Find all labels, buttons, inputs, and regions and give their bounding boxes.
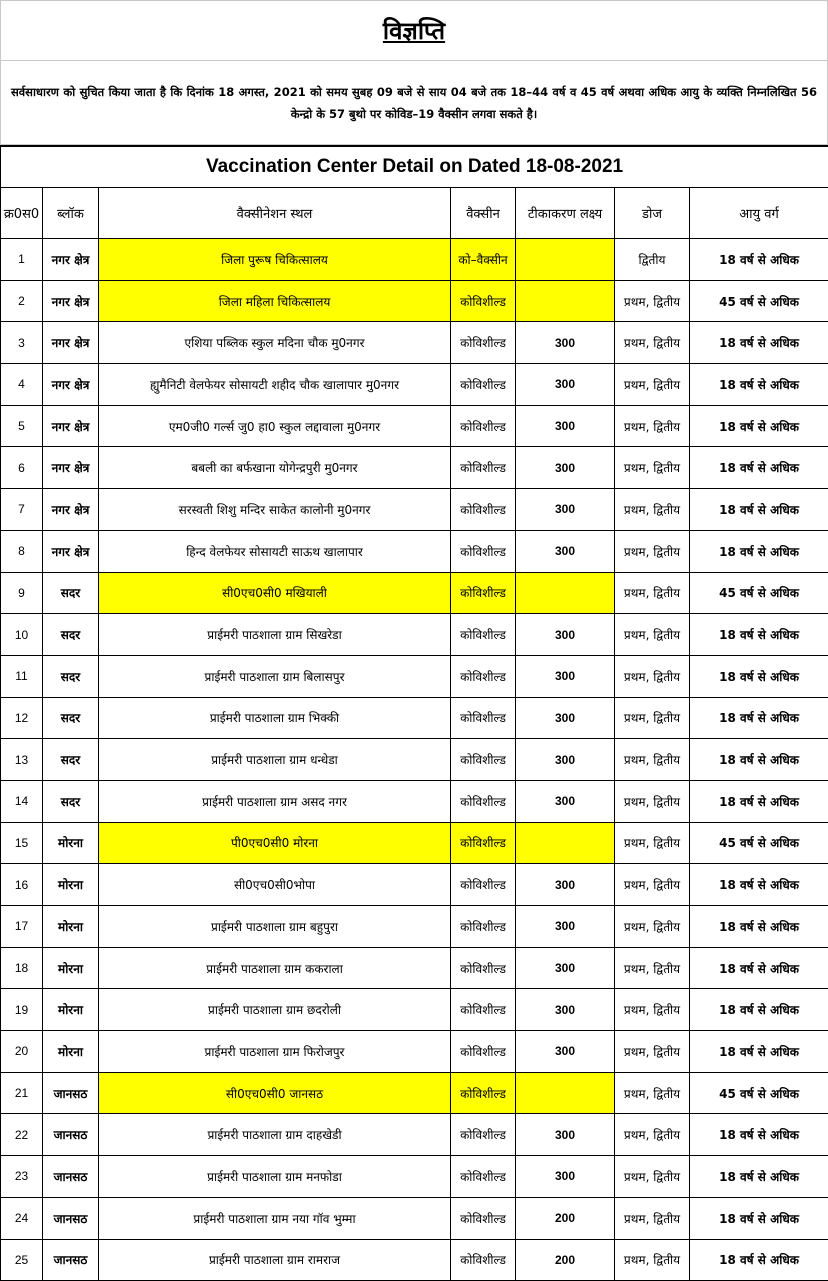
cell-vaccine: कोविशील्ड [451, 1114, 516, 1156]
cell-block: मोरना [43, 947, 99, 989]
cell-dose: प्रथम, द्वितीय [615, 1031, 690, 1073]
cell-center: प्राईमरी पाठशाला ग्राम बिलासपुर [99, 655, 451, 697]
cell-block: नगर क्षेत्र [43, 489, 99, 531]
cell-block: सदर [43, 739, 99, 781]
cell-center: हिन्द वेलफेयर सोसायटी साऊथ खालापार [99, 530, 451, 572]
table-row [1, 1239, 828, 1281]
column-header-block: ब्लॉक [43, 188, 99, 239]
column-header-dose: डोज [615, 188, 690, 239]
cell-target: 300 [516, 1114, 615, 1156]
cell-sno: 3 [1, 322, 43, 364]
cell-dose: प्रथम, द्वितीय [615, 489, 690, 531]
cell-center: प्राईमरी पाठशाला ग्राम ककराला [99, 947, 451, 989]
vaccination-table [0, 145, 828, 1281]
cell-age: 18 वर्ष से अधिक [690, 1239, 828, 1281]
cell-sno: 16 [1, 864, 43, 906]
cell-block: नगर क्षेत्र [43, 322, 99, 364]
cell-center: बबली का बर्फखाना योगेन्द्रपुरी मु0नगर [99, 447, 451, 489]
table-row [1, 1031, 828, 1073]
cell-sno: 8 [1, 530, 43, 572]
table-row [1, 947, 828, 989]
column-header-row [1, 188, 828, 239]
cell-vaccine: कोविशील्ड [451, 447, 516, 489]
cell-center: प्राईमरी पाठशाला ग्राम भिक्की [99, 697, 451, 739]
cell-age: 18 वर्ष से अधिक [690, 364, 828, 406]
cell-vaccine: कोविशील्ड [451, 822, 516, 864]
cell-vaccine: कोविशील्ड [451, 1031, 516, 1073]
cell-dose: प्रथम, द्वितीय [615, 947, 690, 989]
cell-center: प्राईमरी पाठशाला ग्राम छदरोली [99, 989, 451, 1031]
cell-block: जानसठ [43, 1156, 99, 1198]
cell-sno: 11 [1, 655, 43, 697]
cell-target: 200 [516, 1239, 615, 1281]
cell-sno: 17 [1, 906, 43, 948]
cell-dose: प्रथम, द्वितीय [615, 1114, 690, 1156]
cell-dose: प्रथम, द्वितीय [615, 864, 690, 906]
cell-target: 300 [516, 405, 615, 447]
table-row [1, 739, 828, 781]
cell-age: 18 वर्ष से अधिक [690, 447, 828, 489]
cell-age: 18 वर्ष से अधिक [690, 530, 828, 572]
cell-age: 18 वर्ष से अधिक [690, 655, 828, 697]
cell-center: प्राईमरी पाठशाला ग्राम फिरोजपुर [99, 1031, 451, 1073]
cell-age: 18 वर्ष से अधिक [690, 1156, 828, 1198]
cell-target [516, 239, 615, 281]
cell-vaccine: कोविशील्ड [451, 1197, 516, 1239]
cell-center: प्राईमरी पाठशाला ग्राम असद नगर [99, 780, 451, 822]
cell-age: 45 वर्ष से अधिक [690, 1072, 828, 1114]
cell-dose: प्रथम, द्वितीय [615, 822, 690, 864]
cell-center: सी0एच0सी0 जानसठ [99, 1072, 451, 1114]
cell-target: 300 [516, 322, 615, 364]
cell-dose: प्रथम, द्वितीय [615, 447, 690, 489]
table-row [1, 405, 828, 447]
table-row [1, 530, 828, 572]
cell-block: जानसठ [43, 1072, 99, 1114]
cell-center: प्राईमरी पाठशाला ग्राम सिखरेडा [99, 614, 451, 656]
cell-age: 18 वर्ष से अधिक [690, 697, 828, 739]
table-row [1, 447, 828, 489]
cell-age: 18 वर्ष से अधिक [690, 1114, 828, 1156]
cell-center: सी0एच0सी0भोपा [99, 864, 451, 906]
table-row [1, 280, 828, 322]
column-header-target: टीकाकरण लक्ष्य [516, 188, 615, 239]
cell-dose: द्वितीय [615, 239, 690, 281]
cell-dose: प्रथम, द्वितीय [615, 1239, 690, 1281]
cell-target [516, 280, 615, 322]
cell-vaccine: कोविशील्ड [451, 780, 516, 822]
cell-block: मोरना [43, 906, 99, 948]
cell-age: 18 वर्ष से अधिक [690, 864, 828, 906]
cell-target: 300 [516, 655, 615, 697]
cell-vaccine: कोविशील्ड [451, 739, 516, 781]
cell-block: जानसठ [43, 1114, 99, 1156]
cell-center: ह्युमैनिटी वेलफेयर सोसायटी शहीद चौक खालापार मु0नगर [99, 364, 451, 406]
cell-vaccine: कोविशील्ड [451, 906, 516, 948]
cell-target: 300 [516, 906, 615, 948]
cell-target [516, 1072, 615, 1114]
cell-dose: प्रथम, द्वितीय [615, 989, 690, 1031]
table-row [1, 1072, 828, 1114]
column-header-sno: क्र0स0 [1, 188, 43, 239]
cell-center: एशिया पब्लिक स्कुल मदिना चौक मु0नगर [99, 322, 451, 364]
cell-age: 18 वर्ष से अधिक [690, 947, 828, 989]
cell-sno: 9 [1, 572, 43, 614]
cell-target: 300 [516, 697, 615, 739]
cell-vaccine: कोविशील्ड [451, 1239, 516, 1281]
cell-block: मोरना [43, 864, 99, 906]
cell-dose: प्रथम, द्वितीय [615, 1072, 690, 1114]
cell-age: 45 वर्ष से अधिक [690, 822, 828, 864]
cell-block: जानसठ [43, 1239, 99, 1281]
cell-age: 18 वर्ष से अधिक [690, 239, 828, 281]
table-row [1, 614, 828, 656]
cell-sno: 4 [1, 364, 43, 406]
cell-center: प्राईमरी पाठशाला ग्राम धन्धेडा [99, 739, 451, 781]
column-header-age: आयु वर्ग [690, 188, 828, 239]
cell-vaccine: कोविशील्ड [451, 530, 516, 572]
cell-age: 45 वर्ष से अधिक [690, 572, 828, 614]
cell-target: 300 [516, 739, 615, 781]
table-heading: Vaccination Center Detail on Dated 18-08-2021 [1, 146, 828, 188]
cell-block: मोरना [43, 822, 99, 864]
table-row [1, 322, 828, 364]
cell-sno: 14 [1, 780, 43, 822]
cell-dose: प्रथम, द्वितीय [615, 1197, 690, 1239]
cell-vaccine: कोविशील्ड [451, 489, 516, 531]
cell-block: मोरना [43, 989, 99, 1031]
cell-vaccine: कोविशील्ड [451, 1156, 516, 1198]
table-row [1, 822, 828, 864]
cell-sno: 13 [1, 739, 43, 781]
cell-block: सदर [43, 614, 99, 656]
cell-age: 18 वर्ष से अधिक [690, 489, 828, 531]
column-header-center: वैक्सीनेशन स्थल [99, 188, 451, 239]
cell-block: सदर [43, 697, 99, 739]
cell-vaccine: कोविशील्ड [451, 1072, 516, 1114]
cell-block: नगर क्षेत्र [43, 280, 99, 322]
cell-age: 18 वर्ष से अधिक [690, 1197, 828, 1239]
table-row [1, 1197, 828, 1239]
cell-sno: 18 [1, 947, 43, 989]
cell-center: प्राईमरी पाठशाला ग्राम रामराज [99, 1239, 451, 1281]
cell-target: 300 [516, 1031, 615, 1073]
cell-sno: 19 [1, 989, 43, 1031]
cell-dose: प्रथम, द्वितीय [615, 739, 690, 781]
cell-target: 300 [516, 364, 615, 406]
cell-sno: 6 [1, 447, 43, 489]
cell-dose: प्रथम, द्वितीय [615, 322, 690, 364]
cell-target: 300 [516, 864, 615, 906]
cell-dose: प्रथम, द्वितीय [615, 780, 690, 822]
cell-center: जिला पुरूष चिकित्सालय [99, 239, 451, 281]
cell-age: 45 वर्ष से अधिक [690, 280, 828, 322]
cell-vaccine: कोविशील्ड [451, 322, 516, 364]
cell-block: मोरना [43, 1031, 99, 1073]
cell-vaccine: कोविशील्ड [451, 364, 516, 406]
cell-dose: प्रथम, द्वितीय [615, 655, 690, 697]
cell-vaccine: कोविशील्ड [451, 947, 516, 989]
cell-age: 18 वर्ष से अधिक [690, 614, 828, 656]
cell-center: जिला महिला चिकित्सालय [99, 280, 451, 322]
cell-block: नगर क्षेत्र [43, 530, 99, 572]
cell-center: एम0जी0 गर्ल्स जु0 हा0 स्कुल लद्दावाला मु0नगर [99, 405, 451, 447]
cell-block: नगर क्षेत्र [43, 405, 99, 447]
column-header-vaccine: वैक्सीन [451, 188, 516, 239]
cell-age: 18 वर्ष से अधिक [690, 405, 828, 447]
cell-block: नगर क्षेत्र [43, 447, 99, 489]
cell-vaccine: कोविशील्ड [451, 614, 516, 656]
cell-dose: प्रथम, द्वितीय [615, 405, 690, 447]
table-body [1, 239, 828, 1281]
table-row [1, 989, 828, 1031]
cell-block: सदर [43, 780, 99, 822]
cell-dose: प्रथम, द्वितीय [615, 906, 690, 948]
cell-center: सी0एच0सी0 मखियाली [99, 572, 451, 614]
cell-center: सरस्वती शिशु मन्दिर साकेत कालोनी मु0नगर [99, 489, 451, 531]
cell-target: 300 [516, 614, 615, 656]
cell-center: प्राईमरी पाठशाला ग्राम नया गॉव भुम्मा [99, 1197, 451, 1239]
table-row [1, 906, 828, 948]
cell-center: पी0एच0सी0 मोरना [99, 822, 451, 864]
cell-target: 300 [516, 989, 615, 1031]
cell-age: 18 वर्ष से अधिक [690, 739, 828, 781]
cell-dose: प्रथम, द्वितीय [615, 280, 690, 322]
cell-block: सदर [43, 655, 99, 697]
cell-dose: प्रथम, द्वितीय [615, 364, 690, 406]
cell-dose: प्रथम, द्वितीय [615, 530, 690, 572]
cell-target: 300 [516, 947, 615, 989]
notice-title-box [0, 0, 828, 60]
cell-age: 18 वर्ष से अधिक [690, 989, 828, 1031]
cell-dose: प्रथम, द्वितीय [615, 614, 690, 656]
cell-vaccine: कोविशील्ड [451, 405, 516, 447]
cell-target [516, 572, 615, 614]
table-row [1, 364, 828, 406]
cell-sno: 22 [1, 1114, 43, 1156]
cell-target: 300 [516, 489, 615, 531]
cell-target: 300 [516, 447, 615, 489]
cell-sno: 24 [1, 1197, 43, 1239]
cell-age: 18 वर्ष से अधिक [690, 906, 828, 948]
cell-sno: 10 [1, 614, 43, 656]
notice-title: विज्ञप्ति [383, 14, 445, 47]
table-row [1, 572, 828, 614]
cell-target: 300 [516, 780, 615, 822]
cell-sno: 12 [1, 697, 43, 739]
cell-sno: 15 [1, 822, 43, 864]
cell-target: 300 [516, 530, 615, 572]
cell-vaccine: कोविशील्ड [451, 655, 516, 697]
table-row [1, 655, 828, 697]
table-row [1, 489, 828, 531]
cell-center: प्राईमरी पाठशाला ग्राम बहुपुरा [99, 906, 451, 948]
cell-sno: 25 [1, 1239, 43, 1281]
cell-age: 18 वर्ष से अधिक [690, 322, 828, 364]
cell-vaccine: कोविशील्ड [451, 572, 516, 614]
cell-sno: 21 [1, 1072, 43, 1114]
cell-vaccine: कोविशील्ड [451, 697, 516, 739]
cell-center: प्राईमरी पाठशाला ग्राम मनफोडा [99, 1156, 451, 1198]
cell-block: नगर क्षेत्र [43, 239, 99, 281]
cell-target: 300 [516, 1156, 615, 1198]
table-row [1, 1156, 828, 1198]
cell-dose: प्रथम, द्वितीय [615, 697, 690, 739]
cell-age: 18 वर्ष से अधिक [690, 1031, 828, 1073]
cell-center: प्राईमरी पाठशाला ग्राम दाहखेडी [99, 1114, 451, 1156]
cell-sno: 20 [1, 1031, 43, 1073]
cell-block: नगर क्षेत्र [43, 364, 99, 406]
cell-age: 18 वर्ष से अधिक [690, 780, 828, 822]
cell-target [516, 822, 615, 864]
cell-vaccine: कोविशील्ड [451, 989, 516, 1031]
cell-dose: प्रथम, द्वितीय [615, 1156, 690, 1198]
cell-block: जानसठ [43, 1197, 99, 1239]
cell-sno: 7 [1, 489, 43, 531]
table-row [1, 239, 828, 281]
table-row [1, 864, 828, 906]
table-heading-row [1, 146, 828, 188]
cell-sno: 1 [1, 239, 43, 281]
cell-target: 200 [516, 1197, 615, 1239]
cell-dose: प्रथम, द्वितीय [615, 572, 690, 614]
cell-vaccine: कोविशील्ड [451, 280, 516, 322]
table-row [1, 780, 828, 822]
cell-vaccine: कोविशील्ड [451, 864, 516, 906]
cell-sno: 23 [1, 1156, 43, 1198]
table-row [1, 697, 828, 739]
notice-text: सर्वसाधारण को सुचित किया जाता है कि दिनांक 18 अगस्त, 2021 को समय सुबह 09 बजे से साय 04 बजे तक 18–44 वर्ष व 45 वर्ष अथवा अधिक आयु के व्यक्ति निम्नलिखित 56 केन्द्रो के 57 बुथो पर कोविड–19 वैक्सीन लगवा सकते है। [0, 60, 828, 145]
cell-vaccine: को–वैक्सीन [451, 239, 516, 281]
cell-sno: 2 [1, 280, 43, 322]
table-row [1, 1114, 828, 1156]
cell-sno: 5 [1, 405, 43, 447]
cell-block: सदर [43, 572, 99, 614]
